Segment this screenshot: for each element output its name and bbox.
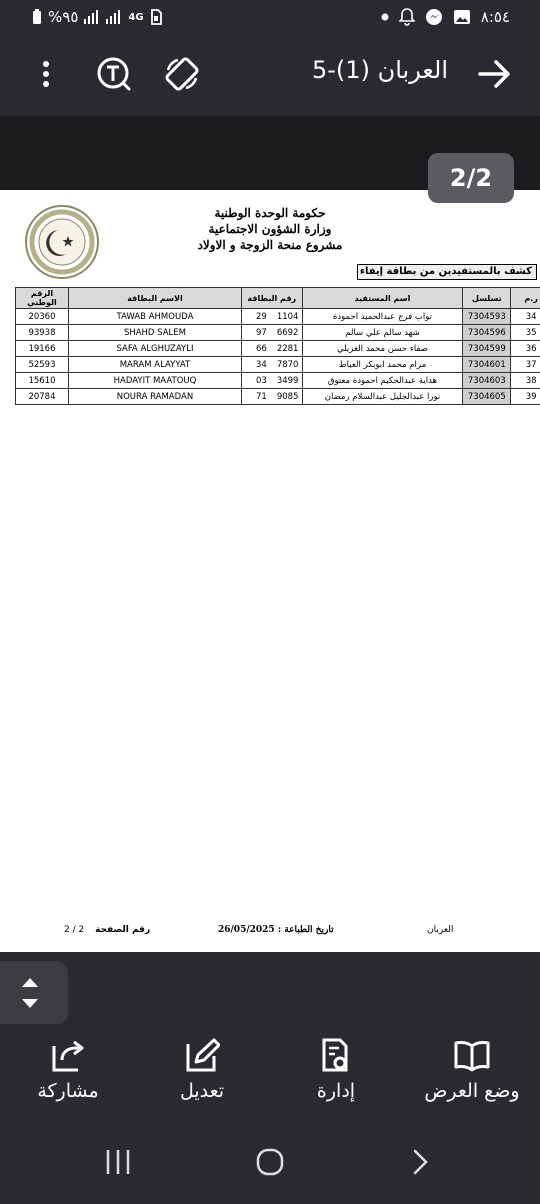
col-national-no: الرقم الوطني [16, 288, 69, 309]
recent-apps-icon[interactable] [103, 1148, 133, 1176]
dot-icon [381, 13, 389, 21]
card-no-cell [242, 325, 303, 341]
table-row [16, 341, 540, 357]
serial-cell: 7304603 [463, 373, 511, 389]
battery-level: %٩٥ [48, 8, 79, 26]
card-name-cell: SAFA ALGHUZAYLI [68, 341, 241, 357]
image-icon [453, 9, 471, 25]
network-type: 4G [128, 11, 144, 23]
card-no-cell [242, 309, 303, 325]
card-no-part-b: 9085 [276, 391, 299, 402]
status-bar [0, 0, 540, 36]
document-title: العربان (1)-5 [311, 56, 448, 84]
navigation-bar [0, 1124, 540, 1204]
table-row [16, 309, 540, 325]
more-vert-icon[interactable] [28, 56, 64, 92]
seq-cell: 38 [511, 373, 540, 389]
seq-cell: 35 [511, 325, 540, 341]
national-no-cell: 20784 [16, 389, 69, 405]
share-label: مشاركة [37, 1080, 99, 1102]
beneficiary-name-cell: مرام محمد ابوبكر العياط [302, 357, 463, 373]
clock: ٨:٥٤ [480, 8, 510, 26]
table-row [16, 357, 540, 373]
serial-cell: 7304596 [463, 325, 511, 341]
col-seq: ر.م [511, 288, 540, 309]
card-name-cell: HADAYIT MAATOUQ [68, 373, 241, 389]
serial-cell: 7304601 [463, 357, 511, 373]
card-name-cell: NOURA RAMADAN [68, 389, 241, 405]
signal-icon [84, 10, 100, 24]
seq-cell: 34 [511, 309, 540, 325]
col-serial: تسلسل [463, 288, 511, 309]
book-icon [454, 1038, 490, 1072]
view-mode-label: وضع العرض [424, 1080, 520, 1102]
beneficiaries-table [15, 287, 540, 405]
card-no-part-a: 71 [256, 391, 267, 402]
national-no-cell: 93938 [16, 325, 69, 341]
card-no-part-a: 66 [256, 343, 267, 354]
card-no-cell [242, 373, 303, 389]
beneficiary-name-cell: هداية عبدالحكيم احمودة معتوق [302, 373, 463, 389]
share-button[interactable] [8, 1038, 128, 1102]
manage-label: إدارة [316, 1080, 356, 1102]
page-label: رقم الصفحة [95, 925, 151, 935]
card-no-part-a: 97 [256, 327, 267, 338]
card-no-part-b: 7870 [276, 359, 299, 370]
share-icon [50, 1038, 86, 1072]
beneficiary-name-cell: شهد سالم علي سالم [302, 325, 463, 341]
manage-button[interactable] [276, 1038, 396, 1102]
print-date-value: 26/05/2025 [218, 925, 275, 935]
card-no-part-b: 2281 [276, 343, 299, 354]
scroll-toggle-button[interactable] [0, 961, 68, 1025]
document-page[interactable] [0, 190, 540, 952]
status-left [32, 8, 162, 26]
viewer-background-bottom [0, 952, 540, 1024]
header-line-2: وزارة الشؤون الاجتماعية [208, 222, 332, 236]
card-name-cell: SHAHD SALEM [68, 325, 241, 341]
col-name-ar: اسم المستفيد [302, 288, 463, 309]
card-no-part-a: 29 [256, 311, 267, 322]
card-no-part-b: 1104 [276, 311, 299, 322]
footer-page [64, 925, 150, 935]
app-bar [0, 36, 540, 116]
national-no-cell: 20360 [16, 309, 69, 325]
messenger-icon [425, 8, 443, 26]
card-no-part-a: 03 [256, 375, 267, 386]
view-mode-button[interactable] [412, 1038, 532, 1102]
card-no-part-b: 3499 [276, 375, 299, 386]
card-no-cell [242, 389, 303, 405]
status-right [381, 8, 510, 26]
ministry-seal-icon [24, 204, 100, 280]
table-header-row [16, 288, 540, 309]
list-subtitle: كشف بالمستفيدين من بطاقة إيفاء [357, 264, 537, 280]
card-name-cell: MARAM ALAYYAT [68, 357, 241, 373]
page-value: 2 / 2 [64, 925, 85, 935]
header-line-3: مشروع منحة الزوجة و الاولاد [197, 238, 343, 252]
footer-print-date [218, 925, 334, 935]
sim-icon [150, 9, 162, 25]
page-indicator: 2/2 [428, 153, 514, 203]
national-no-cell: 15610 [16, 373, 69, 389]
serial-cell: 7304605 [463, 389, 511, 405]
bell-icon [399, 8, 415, 26]
beneficiary-name-cell: صفاء حسن محمد الغزيلي [302, 341, 463, 357]
edit-icon [184, 1038, 220, 1072]
card-no-cell [242, 341, 303, 357]
print-date-label: تاريخ الطباعة : [277, 925, 334, 935]
seq-cell: 39 [511, 389, 540, 405]
card-no-part-a: 34 [256, 359, 267, 370]
bottom-toolbar [0, 1024, 540, 1124]
beneficiary-name-cell: تواب فرج عبدالحميد احمودة [302, 309, 463, 325]
national-no-cell: 19166 [16, 341, 69, 357]
edit-label: تعديل [179, 1080, 225, 1102]
seq-cell: 36 [511, 341, 540, 357]
chevron-up-down-icon [0, 961, 68, 1025]
serial-cell: 7304599 [463, 341, 511, 357]
table-row [16, 325, 540, 341]
battery-icon [32, 9, 42, 25]
edit-button[interactable] [142, 1038, 262, 1102]
serial-cell: 7304593 [463, 309, 511, 325]
national-no-cell: 52593 [16, 357, 69, 373]
card-no-part-b: 6692 [276, 327, 299, 338]
table-row [16, 389, 540, 405]
footer-city: العربان [427, 925, 454, 935]
back-icon[interactable] [408, 1148, 432, 1176]
seq-cell: 37 [511, 357, 540, 373]
table-row [16, 373, 540, 389]
col-card-no: رقم البطاقة [242, 288, 303, 309]
card-name-cell: TAWAB AHMOUDA [68, 309, 241, 325]
home-icon[interactable] [255, 1148, 285, 1176]
signal-icon-2 [106, 10, 122, 24]
manage-icon [318, 1038, 354, 1072]
header-line-1: حكومة الوحدة الوطنية [214, 206, 326, 220]
text-recognition-icon[interactable] [96, 56, 132, 92]
back-arrow-icon[interactable] [476, 56, 512, 92]
beneficiary-name-cell: نورا عبدالجليل عبدالسلام رمضان [302, 389, 463, 405]
rotate-icon[interactable] [164, 56, 200, 92]
col-card-name: الاسم البطاقة [68, 288, 241, 309]
card-no-cell [242, 357, 303, 373]
